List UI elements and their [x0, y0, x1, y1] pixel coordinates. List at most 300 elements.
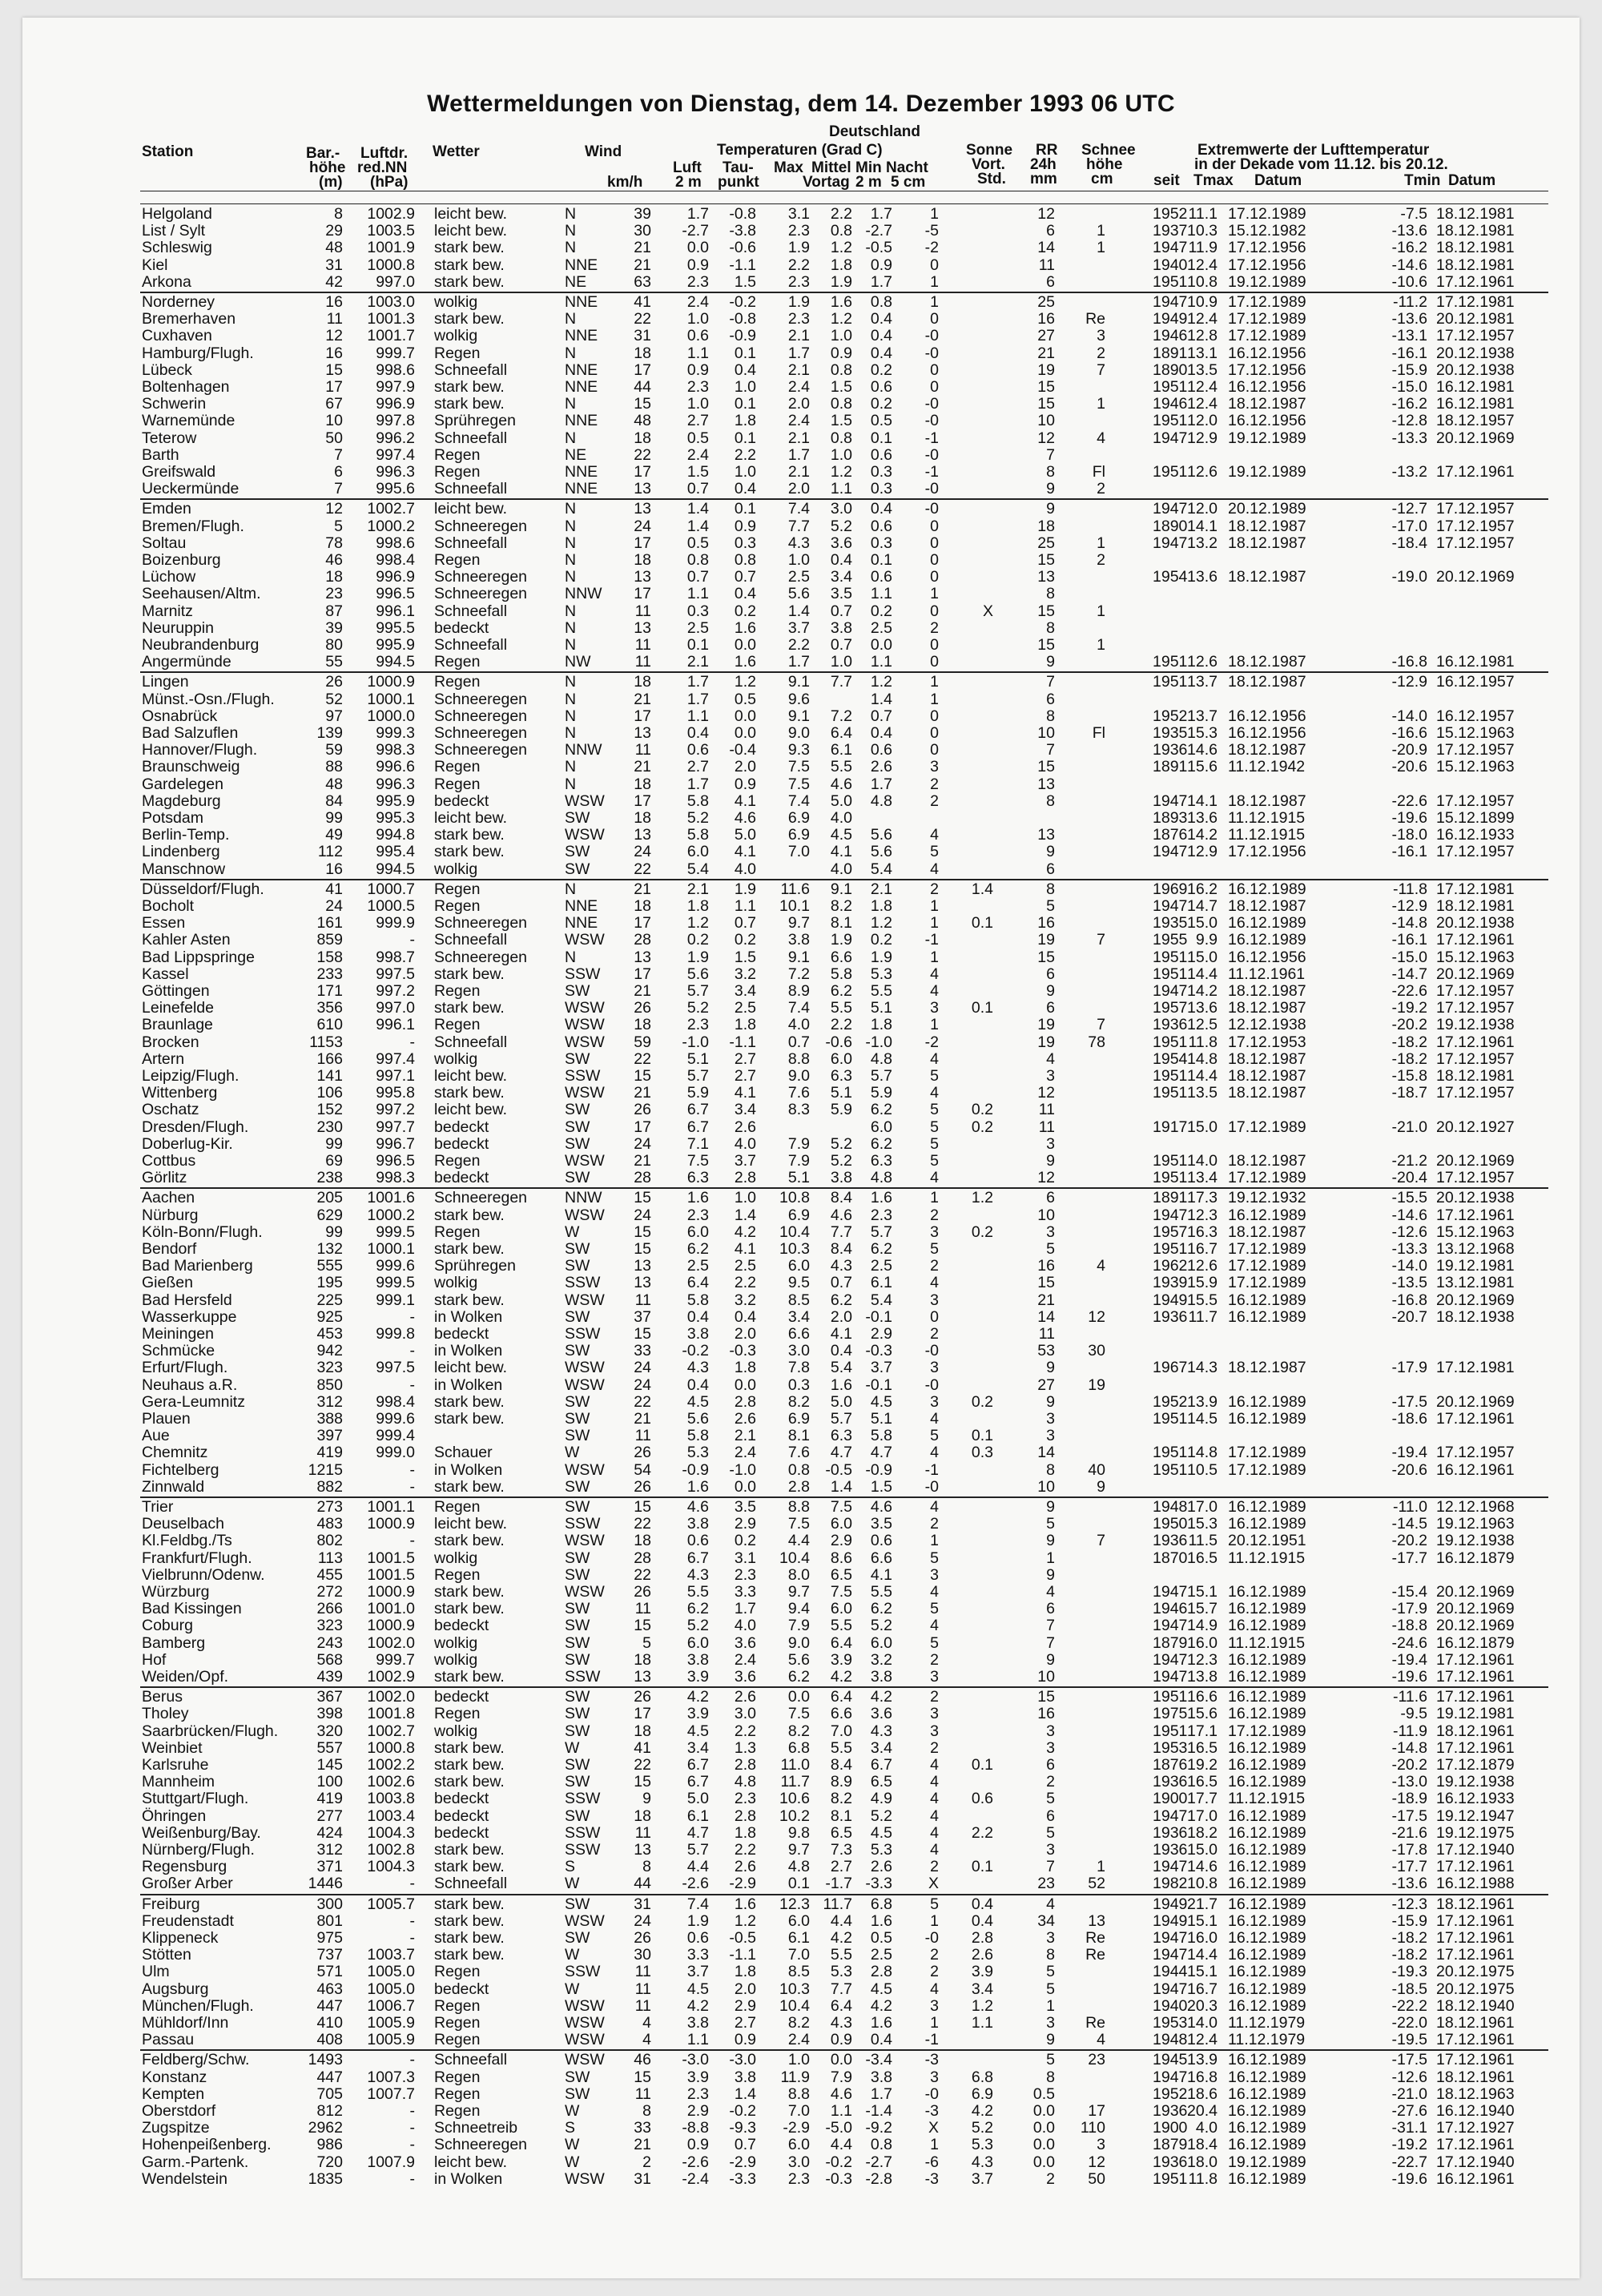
cell-mean-temp: 4.0 [831, 861, 852, 878]
cell-station-name: Kempten [142, 2086, 204, 2103]
cell-station-name: Bad Hersfeld [142, 1292, 232, 1309]
cell-weather: bedeckt [434, 1326, 489, 1343]
cell-min-temp-2m: 0.2 [871, 362, 892, 379]
cell-mean-temp: 1.5 [831, 413, 852, 429]
cell-tmin: -11.0 [1393, 1499, 1427, 1516]
cell-tmin-date: 19.12.1938 [1436, 1774, 1515, 1790]
cell-mean-temp: 0.8 [831, 362, 852, 379]
cell-mean-temp: 0.7 [831, 603, 852, 620]
cell-extreme-since: 1951 [1153, 379, 1187, 396]
cell-dewpoint: 2.8 [735, 1170, 756, 1186]
cell-mean-temp: 1.6 [831, 1377, 852, 1394]
cell-wind-direction: SW [565, 1567, 590, 1584]
cell-tmin-date: 20.12.1969 [1436, 1153, 1515, 1170]
cell-sunshine: 0.1 [972, 1000, 993, 1017]
cell-snow-depth: Re [1085, 2015, 1105, 2032]
cell-tmin: -19.5 [1392, 2032, 1427, 2048]
cell-min-temp-2m: -3.3 [865, 1875, 892, 1892]
cell-air-temp: 3.4 [687, 1740, 709, 1757]
cell-weather: stark bew. [434, 1601, 505, 1617]
cell-precipitation: 0.0 [1033, 2137, 1055, 2153]
cell-extreme-since: 1951 [1153, 1411, 1187, 1428]
cell-barometer-height: 161 [316, 915, 343, 932]
cell-station-name: Freiburg [142, 1896, 200, 1913]
cell-tmin-date: 18.12.1981 [1436, 206, 1515, 223]
cell-max-temp: 1.4 [788, 603, 810, 620]
cell-barometer-height: 272 [316, 1584, 343, 1601]
cell-min-temp-5cm: -1 [925, 464, 939, 481]
cell-air-temp: 0.9 [687, 2137, 709, 2153]
cell-min-temp-2m: 0.0 [871, 637, 892, 654]
cell-mean-temp: 3.9 [831, 1652, 852, 1669]
cell-min-temp-2m: 5.1 [871, 1411, 892, 1428]
cell-extreme-since: 1936 [1153, 1533, 1187, 1549]
cell-pressure: 998.3 [376, 742, 415, 759]
cell-dewpoint: 0.0 [735, 1479, 756, 1496]
cell-weather: Schneefall [434, 430, 507, 447]
cell-snow-depth: 1 [1097, 240, 1105, 256]
cell-air-temp: 6.0 [687, 1224, 709, 1241]
cell-wind-speed: 31 [634, 1896, 651, 1913]
cell-wind-direction: WSW [565, 2052, 605, 2068]
cell-weather: Regen [434, 447, 480, 464]
cell-wind-direction: WSW [565, 1998, 605, 2015]
cell-weather: Regen [434, 1706, 480, 1722]
cell-pressure: 1000.2 [367, 518, 415, 535]
cell-wind-direction: N [565, 501, 576, 518]
cell-max-temp: 9.1 [788, 674, 810, 691]
cell-air-temp: 3.8 [687, 2015, 709, 2032]
cell-tmax: 12.5 [1187, 1017, 1218, 1033]
cell-tmax: 15.6 [1187, 759, 1218, 775]
cell-air-temp: 1.7 [687, 776, 709, 793]
cell-tmax: 12.6 [1187, 654, 1218, 671]
cell-mean-temp: -0.3 [825, 2171, 852, 2188]
cell-station-name: Aachen [142, 1190, 195, 1206]
page-title: Wettermeldungen von Dienstag, dem 14. Dezember 1993 06 UTC [0, 91, 1602, 118]
cell-station-name: Öhringen [142, 1808, 206, 1825]
cell-wind-direction: NNE [565, 898, 598, 915]
cell-tmin-date: 19.12.1963 [1436, 1516, 1515, 1533]
cell-weather: Schneefall [434, 637, 507, 654]
cell-station-name: Bremerhaven [142, 311, 235, 328]
cell-weather: Regen [434, 1964, 480, 1980]
cell-max-temp: 9.7 [788, 1842, 810, 1859]
cell-mean-temp: 0.9 [831, 345, 852, 362]
cell-barometer-height: 80 [325, 637, 343, 654]
cell-tmin: -14.8 [1392, 1740, 1427, 1757]
cell-barometer-height: 367 [316, 1689, 343, 1706]
cell-weather: bedeckt [434, 1981, 489, 1998]
table-row [0, 898, 1602, 915]
cell-min-temp-5cm: 0 [930, 637, 939, 654]
cell-wind-direction: NE [565, 447, 586, 464]
cell-pressure: 1003.0 [367, 294, 415, 311]
cell-weather: wolkig [434, 1635, 477, 1652]
cell-tmax: 20.4 [1187, 2103, 1218, 2120]
cell-tmin: -15.0 [1392, 949, 1427, 966]
cell-air-temp: 0.9 [687, 362, 709, 379]
cell-barometer-height: 6 [334, 464, 343, 481]
cell-wind-speed: 18 [634, 1808, 651, 1825]
cell-wind-direction: NNE [565, 413, 598, 429]
cell-barometer-height: 277 [316, 1808, 343, 1825]
cell-tmin: -18.6 [1392, 1411, 1427, 1428]
cell-tmax-date: 18.12.1987 [1228, 674, 1306, 691]
cell-min-temp-5cm: 4 [930, 1085, 939, 1102]
cell-precipitation: 8 [1046, 464, 1055, 481]
cell-min-temp-2m: 5.3 [871, 1842, 892, 1859]
cell-air-temp: 1.2 [687, 915, 709, 932]
cell-station-name: Boltenhagen [142, 379, 230, 396]
cell-air-temp: 1.9 [687, 949, 709, 966]
table-row [0, 535, 1602, 552]
cell-pressure: 997.7 [376, 1119, 415, 1136]
cell-min-temp-5cm: 3 [930, 759, 939, 775]
cell-mean-temp: 2.2 [831, 206, 852, 223]
cell-extreme-since: 1947 [1153, 535, 1187, 552]
cell-tmax: 14.6 [1187, 742, 1218, 759]
cell-barometer-height: 225 [316, 1292, 343, 1309]
cell-air-temp: 2.3 [687, 2086, 709, 2103]
cell-tmin: -10.6 [1392, 274, 1427, 291]
header-datum2: Datum [1448, 173, 1495, 188]
cell-weather: Sprühregen [434, 413, 516, 429]
cell-min-temp-2m: 4.2 [871, 1998, 892, 2015]
cell-tmin: -21.6 [1392, 1825, 1427, 1842]
cell-tmin: -16.1 [1392, 345, 1427, 362]
cell-pressure: 1004.3 [367, 1825, 415, 1842]
cell-tmin: -19.2 [1392, 1000, 1427, 1017]
cell-max-temp: 8.8 [788, 1499, 810, 1516]
cell-weather: stark bew. [434, 1859, 505, 1875]
cell-tmin-date: 18.12.1981 [1436, 1068, 1515, 1085]
cell-min-temp-5cm: 3 [930, 2069, 939, 2086]
cell-weather: Regen [434, 1499, 480, 1516]
cell-tmin: -17.0 [1392, 518, 1427, 535]
cell-weather: bedeckt [434, 1825, 489, 1842]
cell-tmin-date: 17.12.1981 [1436, 881, 1515, 898]
cell-wind-direction: SW [565, 1635, 590, 1652]
cell-tmax-date: 16.12.1989 [1228, 881, 1306, 898]
cell-pressure: 1007.9 [367, 2154, 415, 2171]
cell-tmax: 12.4 [1187, 311, 1218, 328]
cell-air-temp: 7.4 [687, 1896, 709, 1913]
cell-air-temp: 1.8 [687, 898, 709, 915]
cell-pressure: 1002.7 [367, 501, 415, 518]
cell-tmax-date: 17.12.1989 [1228, 328, 1306, 344]
cell-tmin-date: 17.12.1927 [1436, 2120, 1515, 2137]
cell-tmax: 15.0 [1187, 1119, 1218, 1136]
table-row [0, 1207, 1602, 1224]
cell-dewpoint: -1.1 [729, 1947, 756, 1964]
cell-wind-speed: 13 [634, 1258, 651, 1275]
cell-extreme-since: 1936 [1153, 1017, 1187, 1033]
cell-tmin: -17.5 [1392, 2052, 1427, 2068]
cell-wind-speed: 31 [634, 328, 651, 344]
cell-pressure: 996.1 [376, 1017, 415, 1033]
cell-tmin: -15.8 [1392, 1068, 1427, 1085]
cell-tmin: -20.6 [1392, 1462, 1427, 1479]
cell-min-temp-5cm: 0 [930, 535, 939, 552]
cell-pressure: 1005.9 [367, 2015, 415, 2032]
cell-wind-speed: 26 [634, 1000, 651, 1017]
cell-air-temp: 2.1 [687, 881, 709, 898]
cell-tmax-date: 17.12.1956 [1228, 844, 1306, 860]
cell-wind-direction: SW [565, 1930, 590, 1947]
cell-tmax-date: 18.12.1987 [1228, 1068, 1306, 1085]
cell-tmin-date: 16.12.1933 [1436, 1790, 1515, 1807]
cell-extreme-since: 1947 [1153, 983, 1187, 1000]
cell-wind-speed: 31 [634, 2171, 651, 2188]
cell-pressure: 998.3 [376, 1170, 415, 1186]
cell-weather: stark bew. [434, 1207, 505, 1224]
cell-station-name: Kahler Asten [142, 932, 231, 949]
cell-dewpoint: 0.1 [735, 430, 756, 447]
cell-air-temp: 1.0 [687, 311, 709, 328]
cell-weather: stark bew. [434, 1740, 505, 1757]
cell-tmin: -21.0 [1392, 1119, 1427, 1136]
cell-min-temp-5cm: 0 [930, 569, 939, 586]
cell-dewpoint: 1.8 [735, 1017, 756, 1033]
cell-weather: Regen [434, 881, 480, 898]
table-row [0, 1343, 1602, 1359]
cell-mean-temp: 2.0 [831, 1309, 852, 1326]
cell-extreme-since: 1951 [1153, 674, 1187, 691]
cell-wind-direction: SSW [565, 1790, 600, 1807]
cell-wind-direction: NNW [565, 586, 602, 602]
header-luftdr-1: Luftdr. [360, 146, 408, 161]
cell-air-temp: 4.5 [687, 1394, 709, 1411]
cell-precipitation: 34 [1037, 1913, 1055, 1930]
cell-min-temp-5cm: -0 [925, 1930, 939, 1947]
cell-wind-speed: 17 [634, 535, 651, 552]
cell-wind-speed: 21 [634, 2137, 651, 2153]
cell-station-name: Ueckermünde [142, 481, 239, 497]
cell-station-name: Görlitz [142, 1170, 187, 1186]
cell-pressure: 997.0 [376, 1000, 415, 1017]
cell-min-temp-5cm: 0 [930, 1309, 939, 1326]
cell-wind-speed: 13 [634, 1842, 651, 1859]
header-deutschland: Deutschland [829, 124, 920, 139]
cell-max-temp: 2.0 [788, 396, 810, 413]
cell-precipitation: 9 [1046, 481, 1055, 497]
cell-max-temp: 8.9 [788, 983, 810, 1000]
cell-wind-direction: SSW [565, 1842, 600, 1859]
cell-barometer-height: 975 [316, 1930, 343, 1947]
cell-station-name: Tholey [142, 1706, 189, 1722]
header-schnee-1: Schnee [1081, 143, 1136, 158]
cell-station-name: Kl.Feldbg./Ts [142, 1533, 232, 1549]
cell-mean-temp: 6.4 [831, 1635, 852, 1652]
cell-mean-temp: 1.0 [831, 447, 852, 464]
cell-mean-temp: 4.6 [831, 1207, 852, 1224]
cell-dewpoint: 2.7 [735, 1051, 756, 1068]
cell-min-temp-2m: -0.5 [865, 240, 892, 256]
cell-precipitation: 10 [1037, 413, 1055, 429]
cell-tmax: 16.3 [1187, 1224, 1218, 1241]
cell-extreme-since: 1947 [1153, 1652, 1187, 1669]
table-row [0, 742, 1602, 759]
cell-extreme-since: 1946 [1153, 396, 1187, 413]
cell-tmin-date: 20.12.1969 [1436, 1617, 1515, 1634]
cell-tmax-date: 18.12.1987 [1228, 1051, 1306, 1068]
cell-barometer-height: 1153 [309, 1034, 343, 1051]
table-row [0, 274, 1602, 291]
cell-wind-speed: 15 [634, 1068, 651, 1085]
cell-wind-direction: NNE [565, 379, 598, 396]
cell-air-temp: 5.2 [687, 1000, 709, 1017]
cell-wind-direction: NNE [565, 328, 598, 344]
cell-tmax: 16.5 [1187, 1740, 1218, 1757]
cell-station-name: Soltau [142, 535, 186, 552]
cell-dewpoint: 4.0 [735, 1136, 756, 1153]
cell-max-temp: 0.3 [788, 1377, 810, 1394]
cell-tmax: 16.2 [1187, 881, 1218, 898]
cell-wind-speed: 17 [634, 586, 651, 602]
cell-mean-temp: 5.1 [831, 1085, 852, 1102]
cell-wind-direction: W [565, 2154, 579, 2171]
cell-mean-temp: 1.2 [831, 464, 852, 481]
cell-tmin: -17.9 [1392, 1601, 1427, 1617]
cell-dewpoint: 0.4 [735, 481, 756, 497]
cell-min-temp-5cm: 1 [930, 1533, 939, 1549]
cell-tmin-date: 20.12.1927 [1436, 1119, 1515, 1136]
cell-weather: wolkig [434, 1550, 477, 1567]
cell-tmax-date: 18.12.1987 [1228, 396, 1306, 413]
cell-air-temp: 5.6 [687, 1411, 709, 1428]
cell-min-temp-5cm: 5 [930, 1601, 939, 1617]
cell-extreme-since: 1944 [1153, 1964, 1187, 1980]
cell-min-temp-2m: 2.3 [871, 1207, 892, 1224]
cell-dewpoint: 4.1 [735, 844, 756, 860]
cell-station-name: Lüchow [142, 569, 195, 586]
cell-min-temp-2m: 2.1 [871, 881, 892, 898]
cell-wind-speed: 26 [634, 1930, 651, 1947]
cell-tmin: -19.6 [1392, 810, 1427, 827]
table-row [0, 1085, 1602, 1102]
header-mittel: Mittel [811, 160, 851, 175]
cell-weather: in Wolken [434, 1377, 502, 1394]
cell-tmin-date: 17.12.1961 [1436, 2137, 1515, 2153]
cell-weather: wolkig [434, 328, 477, 344]
cell-min-temp-5cm: 1 [930, 274, 939, 291]
cell-max-temp: 5.1 [788, 1170, 810, 1186]
cell-weather: Regen [434, 898, 480, 915]
table-row [0, 1102, 1602, 1118]
cell-station-name: Essen [142, 915, 185, 932]
cell-extreme-since: 1947 [1153, 240, 1187, 256]
cell-max-temp: 6.9 [788, 827, 810, 844]
cell-wind-speed: 44 [634, 379, 651, 396]
cell-tmax: 11.8 [1188, 2171, 1218, 2188]
cell-min-temp-2m: 4.7 [871, 1444, 892, 1461]
cell-snow-depth: 2 [1097, 481, 1105, 497]
cell-pressure: 999.9 [376, 915, 415, 932]
cell-air-temp: 0.5 [687, 430, 709, 447]
table-row [0, 932, 1602, 949]
cell-tmax: 17.0 [1187, 1499, 1218, 1516]
cell-dewpoint: 1.6 [735, 654, 756, 671]
cell-tmax: 4.0 [1196, 2120, 1218, 2137]
cell-max-temp: 2.4 [788, 2032, 810, 2048]
cell-min-temp-2m: 4.8 [871, 1170, 892, 1186]
cell-min-temp-2m: 1.9 [871, 949, 892, 966]
cell-station-name: Konstanz [142, 2069, 207, 2086]
cell-min-temp-5cm: 4 [930, 1790, 939, 1807]
cell-min-temp-5cm: 1 [930, 898, 939, 915]
cell-weather: stark bew. [434, 1394, 505, 1411]
cell-min-temp-2m: 1.7 [871, 2086, 892, 2103]
table-row [0, 294, 1602, 311]
cell-tmin-date: 17.12.1940 [1436, 1842, 1515, 1859]
cell-precipitation: 9 [1046, 1652, 1055, 1669]
cell-wind-speed: 54 [634, 1462, 651, 1479]
cell-dewpoint: -0.4 [729, 742, 756, 759]
cell-min-temp-2m: 0.2 [871, 932, 892, 949]
cell-station-name: Neubrandenburg [142, 637, 259, 654]
cell-min-temp-5cm: 3 [930, 1224, 939, 1241]
cell-air-temp: 0.3 [687, 603, 709, 620]
table-row [0, 881, 1602, 898]
cell-dewpoint: 1.8 [735, 1964, 756, 1980]
cell-station-name: Braunlage [142, 1017, 213, 1033]
cell-precipitation: 6 [1046, 861, 1055, 878]
cell-mean-temp: 5.2 [831, 518, 852, 535]
cell-tmax-date: 16.12.1989 [1228, 1842, 1306, 1859]
cell-tmax: 14.4 [1187, 1068, 1218, 1085]
cell-air-temp: -2.7 [682, 223, 709, 240]
cell-weather: stark bew. [434, 1913, 505, 1930]
cell-wind-direction: SW [565, 1550, 590, 1567]
cell-min-temp-5cm: -1 [925, 2032, 939, 2048]
cell-mean-temp: 0.8 [831, 430, 852, 447]
cell-barometer-height: 11 [327, 311, 343, 328]
cell-tmax: 20.3 [1187, 1998, 1218, 2015]
cell-barometer-height: 132 [316, 1241, 343, 1258]
cell-dewpoint: 0.4 [735, 362, 756, 379]
cell-tmin-date: 19.12.1981 [1436, 1258, 1515, 1275]
cell-mean-temp: 3.4 [831, 569, 852, 586]
table-row [0, 2069, 1602, 2086]
cell-wind-speed: 15 [634, 1499, 651, 1516]
cell-weather: Regen [434, 776, 480, 793]
table-row [0, 637, 1602, 654]
cell-station-name: Gardelegen [142, 776, 223, 793]
cell-wind-speed: 24 [634, 1359, 651, 1376]
cell-wind-speed: 13 [634, 1669, 651, 1686]
cell-tmin-date: 16.12.1957 [1436, 708, 1515, 725]
cell-pressure: 1004.3 [367, 1859, 415, 1875]
cell-air-temp: 5.6 [687, 966, 709, 983]
cell-barometer-height: 205 [316, 1190, 343, 1206]
cell-dewpoint: -0.2 [729, 2103, 756, 2120]
cell-pressure: 1002.2 [367, 1757, 415, 1774]
cell-tmax: 10.9 [1187, 294, 1218, 311]
cell-tmin-date: 16.12.1988 [1436, 1875, 1515, 1892]
cell-wind-speed: 26 [634, 1102, 651, 1118]
cell-wind-direction: SSW [565, 1964, 600, 1980]
cell-tmax: 19.2 [1187, 1757, 1218, 1774]
cell-dewpoint: 3.2 [735, 1292, 756, 1309]
cell-weather: wolkig [434, 294, 477, 311]
table-row [0, 1051, 1602, 1068]
cell-air-temp: 1.4 [687, 501, 709, 518]
cell-min-temp-5cm: 1 [930, 674, 939, 691]
cell-pressure: 1000.9 [367, 1584, 415, 1601]
cell-tmax: 14.1 [1187, 518, 1218, 535]
cell-extreme-since: 1969 [1153, 881, 1187, 898]
